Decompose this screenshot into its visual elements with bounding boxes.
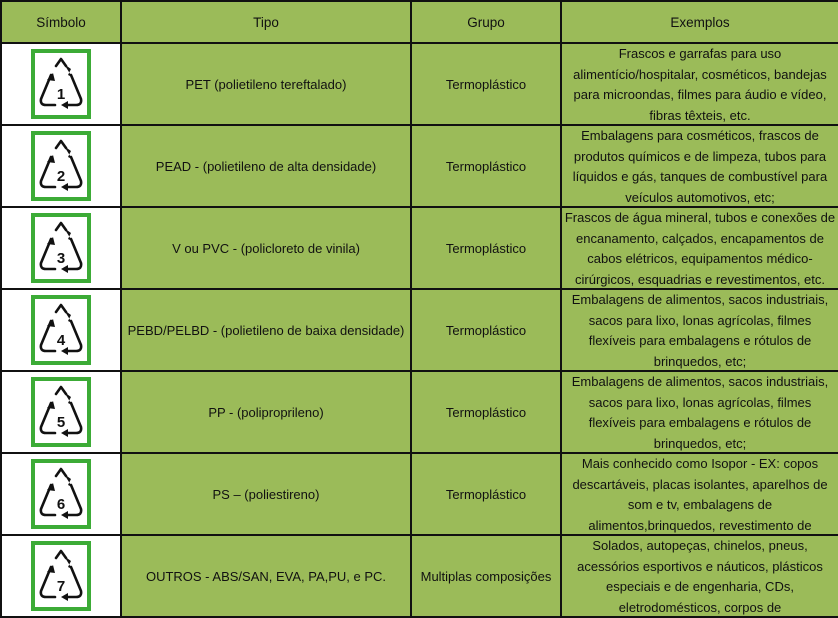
examples-text: Embalagens de alimentos, sacos industriais, sacos para lixo, lonas agrícolas, filmes flexíveis para embalagens e rótulos de brinquedos, etc; <box>571 292 829 369</box>
group-cell: Termoplástico <box>411 43 561 125</box>
recycle-triangle-icon <box>31 459 91 529</box>
symbol-number: 4 <box>56 332 66 349</box>
examples-cell <box>561 43 838 125</box>
examples-text: Solados, autopeças, chinelos, pneus, acessórios esportivos e náuticos, plásticos especiais e de engenharia, CDs, eletrodomésticos, corpos de <box>577 538 823 615</box>
symbol-cell <box>1 125 121 207</box>
type-cell: PEAD - (polietileno de alta densidade) <box>121 125 411 207</box>
group-cell: Termoplástico <box>411 289 561 371</box>
symbol-cell <box>1 535 121 617</box>
header-group: Grupo <box>411 1 561 43</box>
recycle-triangle-icon <box>31 295 91 365</box>
examples-cell <box>561 207 838 289</box>
header-examples: Exemplos <box>561 1 838 43</box>
table-row <box>1 289 838 371</box>
type-cell: PEBD/PELBD - (polietileno de baixa densidade) <box>121 289 411 371</box>
examples-text: Embalagens de alimentos, sacos industriais, sacos para lixo, lonas agrícolas, filmes flexíveis para embalagens e rótulos de brinquedos, etc; <box>571 374 829 451</box>
table-row <box>1 43 838 125</box>
examples-cell <box>561 125 838 207</box>
symbol-number: 3 <box>56 250 66 267</box>
header-type: Tipo <box>121 1 411 43</box>
recycle-triangle-icon <box>31 49 91 119</box>
examples-text: Embalagens para cosméticos, frascos de produtos químicos e de limpeza, tubos para líquidos e gás, tanques de combustível para veículos automotivos, etc; <box>572 128 828 205</box>
recycle-triangle-icon <box>31 213 91 283</box>
table-row <box>1 125 838 207</box>
recycle-triangle-icon <box>31 131 91 201</box>
examples-text: Mais conhecido como Isopor - EX: copos descartáveis, placas isolantes, aparelhos de som e tv, embalagens de alimentos,brinquedos, revestimento de <box>572 456 828 533</box>
table-row <box>1 453 838 535</box>
examples-text: Frascos e garrafas para uso alimentício/hospitalar, cosméticos, bandejas para microondas, filmes para áudio e vídeo, fibras têxteis, etc. <box>573 46 827 123</box>
group-cell: Termoplástico <box>411 371 561 453</box>
type-cell: PP - (poliproprileno) <box>121 371 411 453</box>
recycle-triangle-icon <box>31 541 91 611</box>
group-cell: Termoplástico <box>411 207 561 289</box>
header-row <box>1 1 838 43</box>
examples-cell <box>561 535 838 617</box>
recycle-triangle-icon <box>31 377 91 447</box>
type-cell: OUTROS - ABS/SAN, EVA, PA,PU, e PC. <box>121 535 411 617</box>
table-row <box>1 207 838 289</box>
symbol-cell <box>1 289 121 371</box>
symbol-cell <box>1 371 121 453</box>
group-cell: Termoplástico <box>411 125 561 207</box>
symbol-cell <box>1 207 121 289</box>
group-cell: Multiplas composições <box>411 535 561 617</box>
type-cell: PS – (poliestireno) <box>121 453 411 535</box>
header-symbol: Símbolo <box>1 1 121 43</box>
examples-text: Frascos de água mineral, tubos e conexões de encanamento, calçados, encapamentos de cabos elétricos, equipamentos médico-cirúrgicos, esquadrias e revestimentos, etc. <box>564 210 836 287</box>
examples-cell <box>561 371 838 453</box>
symbol-cell <box>1 43 121 125</box>
group-cell: Termoplástico <box>411 453 561 535</box>
symbol-number: 2 <box>56 168 66 185</box>
symbol-number: 5 <box>56 414 66 431</box>
table-row <box>1 371 838 453</box>
table-row <box>1 535 838 617</box>
examples-cell <box>561 289 838 371</box>
symbol-number: 1 <box>56 86 66 103</box>
examples-cell <box>561 453 838 535</box>
symbol-number: 7 <box>56 578 66 595</box>
symbol-number: 6 <box>56 496 66 513</box>
type-cell: PET (polietileno tereftalado) <box>121 43 411 125</box>
type-cell: V ou PVC - (policloreto de vinila) <box>121 207 411 289</box>
symbol-cell <box>1 453 121 535</box>
